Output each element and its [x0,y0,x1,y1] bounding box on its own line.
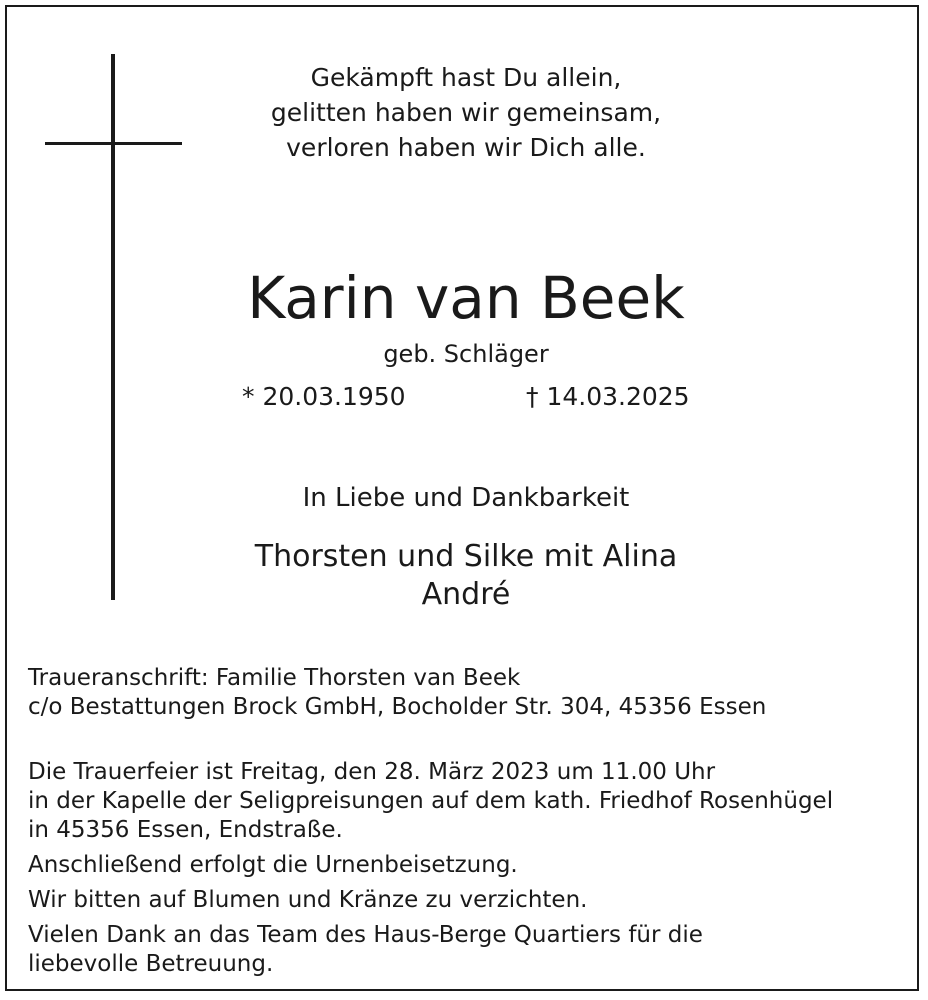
mourners-line: Thorsten und Silke mit Alina [254,539,678,574]
maiden-name: geb. Schläger [383,340,549,368]
mourning-address [28,664,908,722]
thanks-line: Vielen Dank an das Team des Haus-Berge Quartiers für die [28,922,703,948]
address-line: Traueranschrift: Familie Thorsten van Beek [28,665,521,691]
service-line: in 45356 Essen, Endstraße. [28,817,343,843]
service-line: in der Kapelle der Seligpreisungen auf dem kath. Friedhof Rosenhügel [28,788,834,814]
death-date: † 14.03.2025 [526,382,690,411]
address-line: c/o Bestattungen Brock GmbH, Bocholder Str. 304, 45356 Essen [28,694,767,720]
mourners [180,538,752,614]
dedication: In Liebe und Dankbarkeit [302,483,630,513]
poem-line: Gekämpft hast Du allein, [310,63,622,92]
cross-icon-horizontal-bar [45,142,182,145]
birth-date: * 20.03.1950 [242,382,406,411]
poem-line: gelitten haben wir gemeinsam, [270,98,662,127]
deceased-name: Karin van Beek [247,264,685,332]
poem-line: verloren haben wir Dich alle. [286,133,646,162]
poem [180,60,752,165]
flowers-note: Wir bitten auf Blumen und Kränze zu verzichten. [28,887,588,913]
mourners-line: André [421,577,511,612]
service-information [28,758,908,979]
service-line: Die Trauerfeier ist Freitag, den 28. März 2023 um 11.00 Uhr [28,759,716,785]
cross-icon-vertical-bar [111,54,115,600]
burial-note: Anschließend erfolgt die Urnenbeisetzung. [28,852,518,878]
thanks-line: liebevolle Betreuung. [28,951,274,977]
